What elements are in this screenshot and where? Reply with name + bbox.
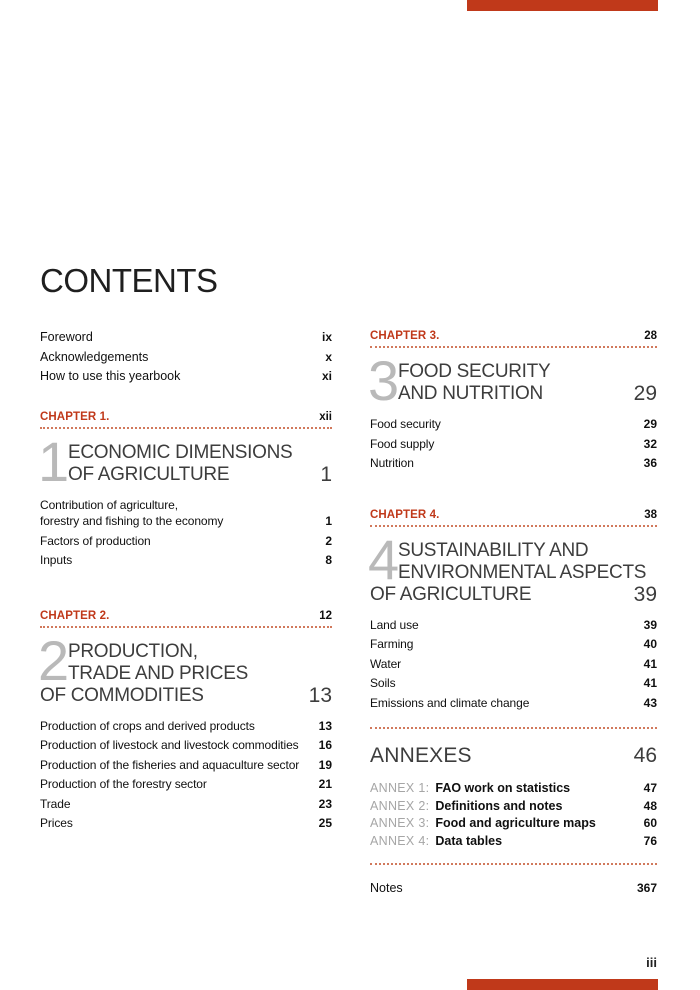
toc-entry-label [370, 436, 636, 453]
toc-entry[interactable] [40, 776, 332, 793]
annex-label: FAO work on statistics [435, 781, 571, 795]
toc-entry-label-line: Water [370, 656, 402, 671]
chapter-label-page-number: 38 [644, 508, 657, 521]
right-column [370, 330, 657, 895]
chapter-label-page-number: xii [319, 410, 332, 423]
toc-entry-page-number: 43 [643, 695, 657, 710]
toc-entry-label [370, 455, 636, 472]
chapter-label: CHAPTER 4. [370, 508, 440, 521]
chapter-title-line: ENVIRONMENTAL ASPECTS [398, 561, 647, 583]
toc-entry-label-line: Land use [370, 617, 419, 632]
toc-entry-label-line: Factors of production [40, 533, 151, 548]
chapter-entries [370, 617, 657, 712]
toc-entry-label-line: Contribution of agriculture, [40, 497, 178, 512]
chapter-page-number: 1 [320, 462, 332, 486]
notes-entry[interactable] [370, 881, 657, 895]
toc-entry-page-number: 13 [318, 718, 332, 733]
annex-entry[interactable] [370, 834, 657, 848]
annexes-title: ANNEXES [370, 744, 472, 767]
annexes-bottom-dotted-rule [370, 863, 657, 865]
annex-prefix: ANNEX 3: [370, 816, 430, 830]
toc-entry-label-line: Production of the fisheries and aquaculture sector [40, 757, 300, 772]
toc-entry[interactable] [40, 796, 332, 813]
chapter-label-page-number: 12 [319, 609, 332, 622]
toc-entry-label [40, 815, 311, 832]
toc-entry[interactable] [370, 455, 657, 472]
toc-entry-label [40, 552, 317, 569]
toc-entry-label-line: Inputs [40, 553, 73, 567]
front-matter-entry[interactable] [40, 367, 332, 387]
toc-entry-page-number: 16 [318, 738, 332, 752]
toc-entry-label [40, 533, 317, 550]
toc-entry-label-line: Nutrition [370, 456, 414, 470]
chapter-title [398, 361, 657, 405]
front-matter-label: Foreword [40, 330, 93, 344]
toc-entry-page-number: 25 [318, 816, 332, 830]
annex-label: Food and agriculture maps [435, 816, 596, 830]
chapter-label: CHAPTER 1. [40, 410, 110, 423]
toc-entry-page-number: 41 [643, 676, 657, 690]
annex-page-number: 76 [643, 833, 657, 848]
notes-page-number: 367 [636, 880, 657, 895]
top-accent-bar [467, 0, 658, 11]
toc-entry-label-line: Farming [370, 637, 414, 651]
toc-entry-label [370, 416, 636, 433]
annex-prefix: ANNEX 1: [370, 781, 430, 795]
toc-entry-label [370, 695, 636, 712]
chapter-label-page-number: 28 [644, 330, 657, 342]
annex-page-number: 48 [643, 798, 657, 813]
notes-label: Notes [370, 880, 403, 895]
toc-entry-label-line: Production of crops and derived products [40, 718, 255, 733]
front-matter-page-number: xi [321, 369, 332, 383]
toc-entry-label [370, 636, 636, 653]
toc-entry-label-line: Prices [40, 816, 73, 830]
toc-entry[interactable] [370, 617, 657, 634]
annex-page-number: 47 [643, 781, 657, 795]
toc-entry-page-number: 41 [643, 656, 657, 671]
toc-entry-label [40, 737, 311, 754]
right-chapters [370, 330, 657, 711]
annexes-top-dotted-rule [370, 727, 657, 729]
bottom-accent-bar [467, 979, 658, 990]
annex-entry[interactable] [370, 816, 657, 830]
chapter-heading[interactable] [368, 349, 657, 412]
chapter-title-line: TRADE AND PRICES [68, 662, 248, 684]
page-title: CONTENTS [40, 262, 218, 299]
toc-entry-label-line: Food supply [370, 436, 435, 451]
front-matter-label: How to use this yearbook [40, 369, 181, 383]
toc-entry-page-number: 23 [318, 796, 332, 811]
front-matter-page-number: ix [321, 330, 332, 344]
chapter-title-line: OF COMMODITIES [40, 684, 204, 706]
toc-entry-label [40, 776, 311, 793]
toc-entry[interactable] [40, 815, 332, 832]
toc-entry-label-line: Production of the forestry sector [40, 777, 207, 791]
toc-entry[interactable] [370, 675, 657, 692]
chapter-number: 2 [38, 628, 70, 692]
annex-prefix: ANNEX 4: [370, 833, 430, 848]
toc-entry[interactable] [40, 757, 332, 774]
chapter-title-line: OF AGRICULTURE [68, 463, 230, 485]
annex-page-number: 60 [643, 816, 657, 830]
toc-entry-page-number: 21 [318, 777, 332, 791]
chapter-title-line: FOOD SECURITY [398, 361, 551, 382]
chapter-number: 4 [368, 527, 400, 591]
chapter-block [370, 509, 657, 712]
folio-page-number: iii [646, 955, 657, 970]
chapter-title-line: ECONOMIC DIMENSIONS [68, 441, 293, 463]
toc-entry-page-number: 19 [318, 757, 332, 772]
chapter-label-row[interactable] [370, 330, 657, 348]
left-column [40, 263, 332, 835]
toc-entry-page-number: 36 [643, 456, 657, 470]
toc-entry-label [40, 757, 311, 774]
chapter-title-line: PRODUCTION, [68, 640, 198, 662]
annex-entry[interactable] [370, 781, 657, 795]
chapter-title-line: AND NUTRITION [398, 383, 543, 404]
toc-entry-page-number: 1 [325, 514, 332, 528]
toc-entry[interactable] [370, 695, 657, 712]
toc-entry[interactable] [370, 436, 657, 453]
toc-entry-page-number: 32 [643, 436, 657, 451]
toc-entry-label-line: Food security [370, 417, 441, 431]
toc-entry-label [370, 675, 636, 692]
chapter-entries [370, 416, 657, 472]
annex-label: Definitions and notes [435, 798, 563, 813]
chapter-entries [40, 718, 332, 832]
chapter-page-number: 39 [633, 582, 657, 606]
toc-entry-page-number: 29 [643, 417, 657, 431]
left-chapters [40, 411, 332, 832]
front-matter-entry[interactable] [40, 328, 332, 348]
toc-entry[interactable] [40, 497, 332, 530]
toc-entry[interactable] [370, 416, 657, 433]
toc-entry-label-line: Emissions and climate change [370, 695, 530, 710]
chapter-heading[interactable] [38, 429, 332, 493]
chapter-page-number: 29 [633, 382, 657, 405]
toc-entry-label [40, 796, 311, 813]
toc-entry-label [370, 656, 636, 673]
toc-entry-label [40, 718, 311, 735]
annexes-section [370, 727, 657, 895]
toc-entry-label-line: Production of livestock and livestock commodities [40, 738, 299, 752]
toc-entry-label-line: Trade [40, 796, 71, 811]
toc-entry-page-number: 40 [643, 637, 657, 651]
toc-entry[interactable] [40, 552, 332, 569]
toc-entry[interactable] [370, 636, 657, 653]
chapter-heading[interactable] [38, 628, 332, 707]
toc-entry[interactable] [40, 718, 332, 735]
chapter-title-line: OF AGRICULTURE [370, 583, 532, 605]
toc-entry-label [370, 617, 636, 634]
chapter-title [40, 640, 332, 707]
chapter-page-number: 13 [308, 683, 332, 707]
front-matter-label: Acknowledgements [40, 349, 149, 364]
chapter-entries [40, 497, 332, 569]
toc-entry-label [40, 497, 317, 530]
toc-entry-page-number: 39 [643, 617, 657, 632]
chapter-number: 3 [368, 349, 400, 412]
chapter-label: CHAPTER 3. [370, 330, 440, 342]
toc-entry[interactable] [370, 656, 657, 673]
chapter-label: CHAPTER 2. [40, 609, 110, 622]
chapter-label-row[interactable] [40, 411, 332, 429]
annexes-list [370, 781, 657, 848]
annex-entry[interactable] [370, 799, 657, 813]
chapter-heading[interactable] [368, 527, 657, 606]
toc-entry-page-number: 2 [325, 533, 332, 548]
annex-label: Data tables [435, 833, 503, 848]
toc-entry-label-line: forestry and fishing to the economy [40, 514, 224, 528]
chapter-title [68, 442, 332, 486]
front-matter-list [40, 328, 332, 387]
chapter-label-row[interactable] [40, 610, 332, 628]
front-matter-entry[interactable] [40, 348, 332, 368]
chapter-title-line: SUSTAINABILITY AND [398, 539, 589, 561]
chapter-block [40, 610, 332, 832]
chapter-number: 1 [38, 429, 70, 493]
front-matter-page-number: x [325, 349, 332, 364]
toc-entry[interactable] [40, 533, 332, 550]
annex-prefix: ANNEX 2: [370, 798, 430, 813]
chapter-block [40, 411, 332, 569]
chapter-title [370, 539, 657, 606]
toc-entry[interactable] [40, 737, 332, 754]
toc-entry-label-line: Soils [370, 676, 396, 690]
toc-entry-page-number: 8 [325, 553, 332, 567]
annexes-page-number: 46 [633, 744, 657, 767]
chapter-label-row[interactable] [370, 509, 657, 527]
annexes-title-row[interactable] [370, 744, 657, 768]
chapter-block [370, 330, 657, 472]
